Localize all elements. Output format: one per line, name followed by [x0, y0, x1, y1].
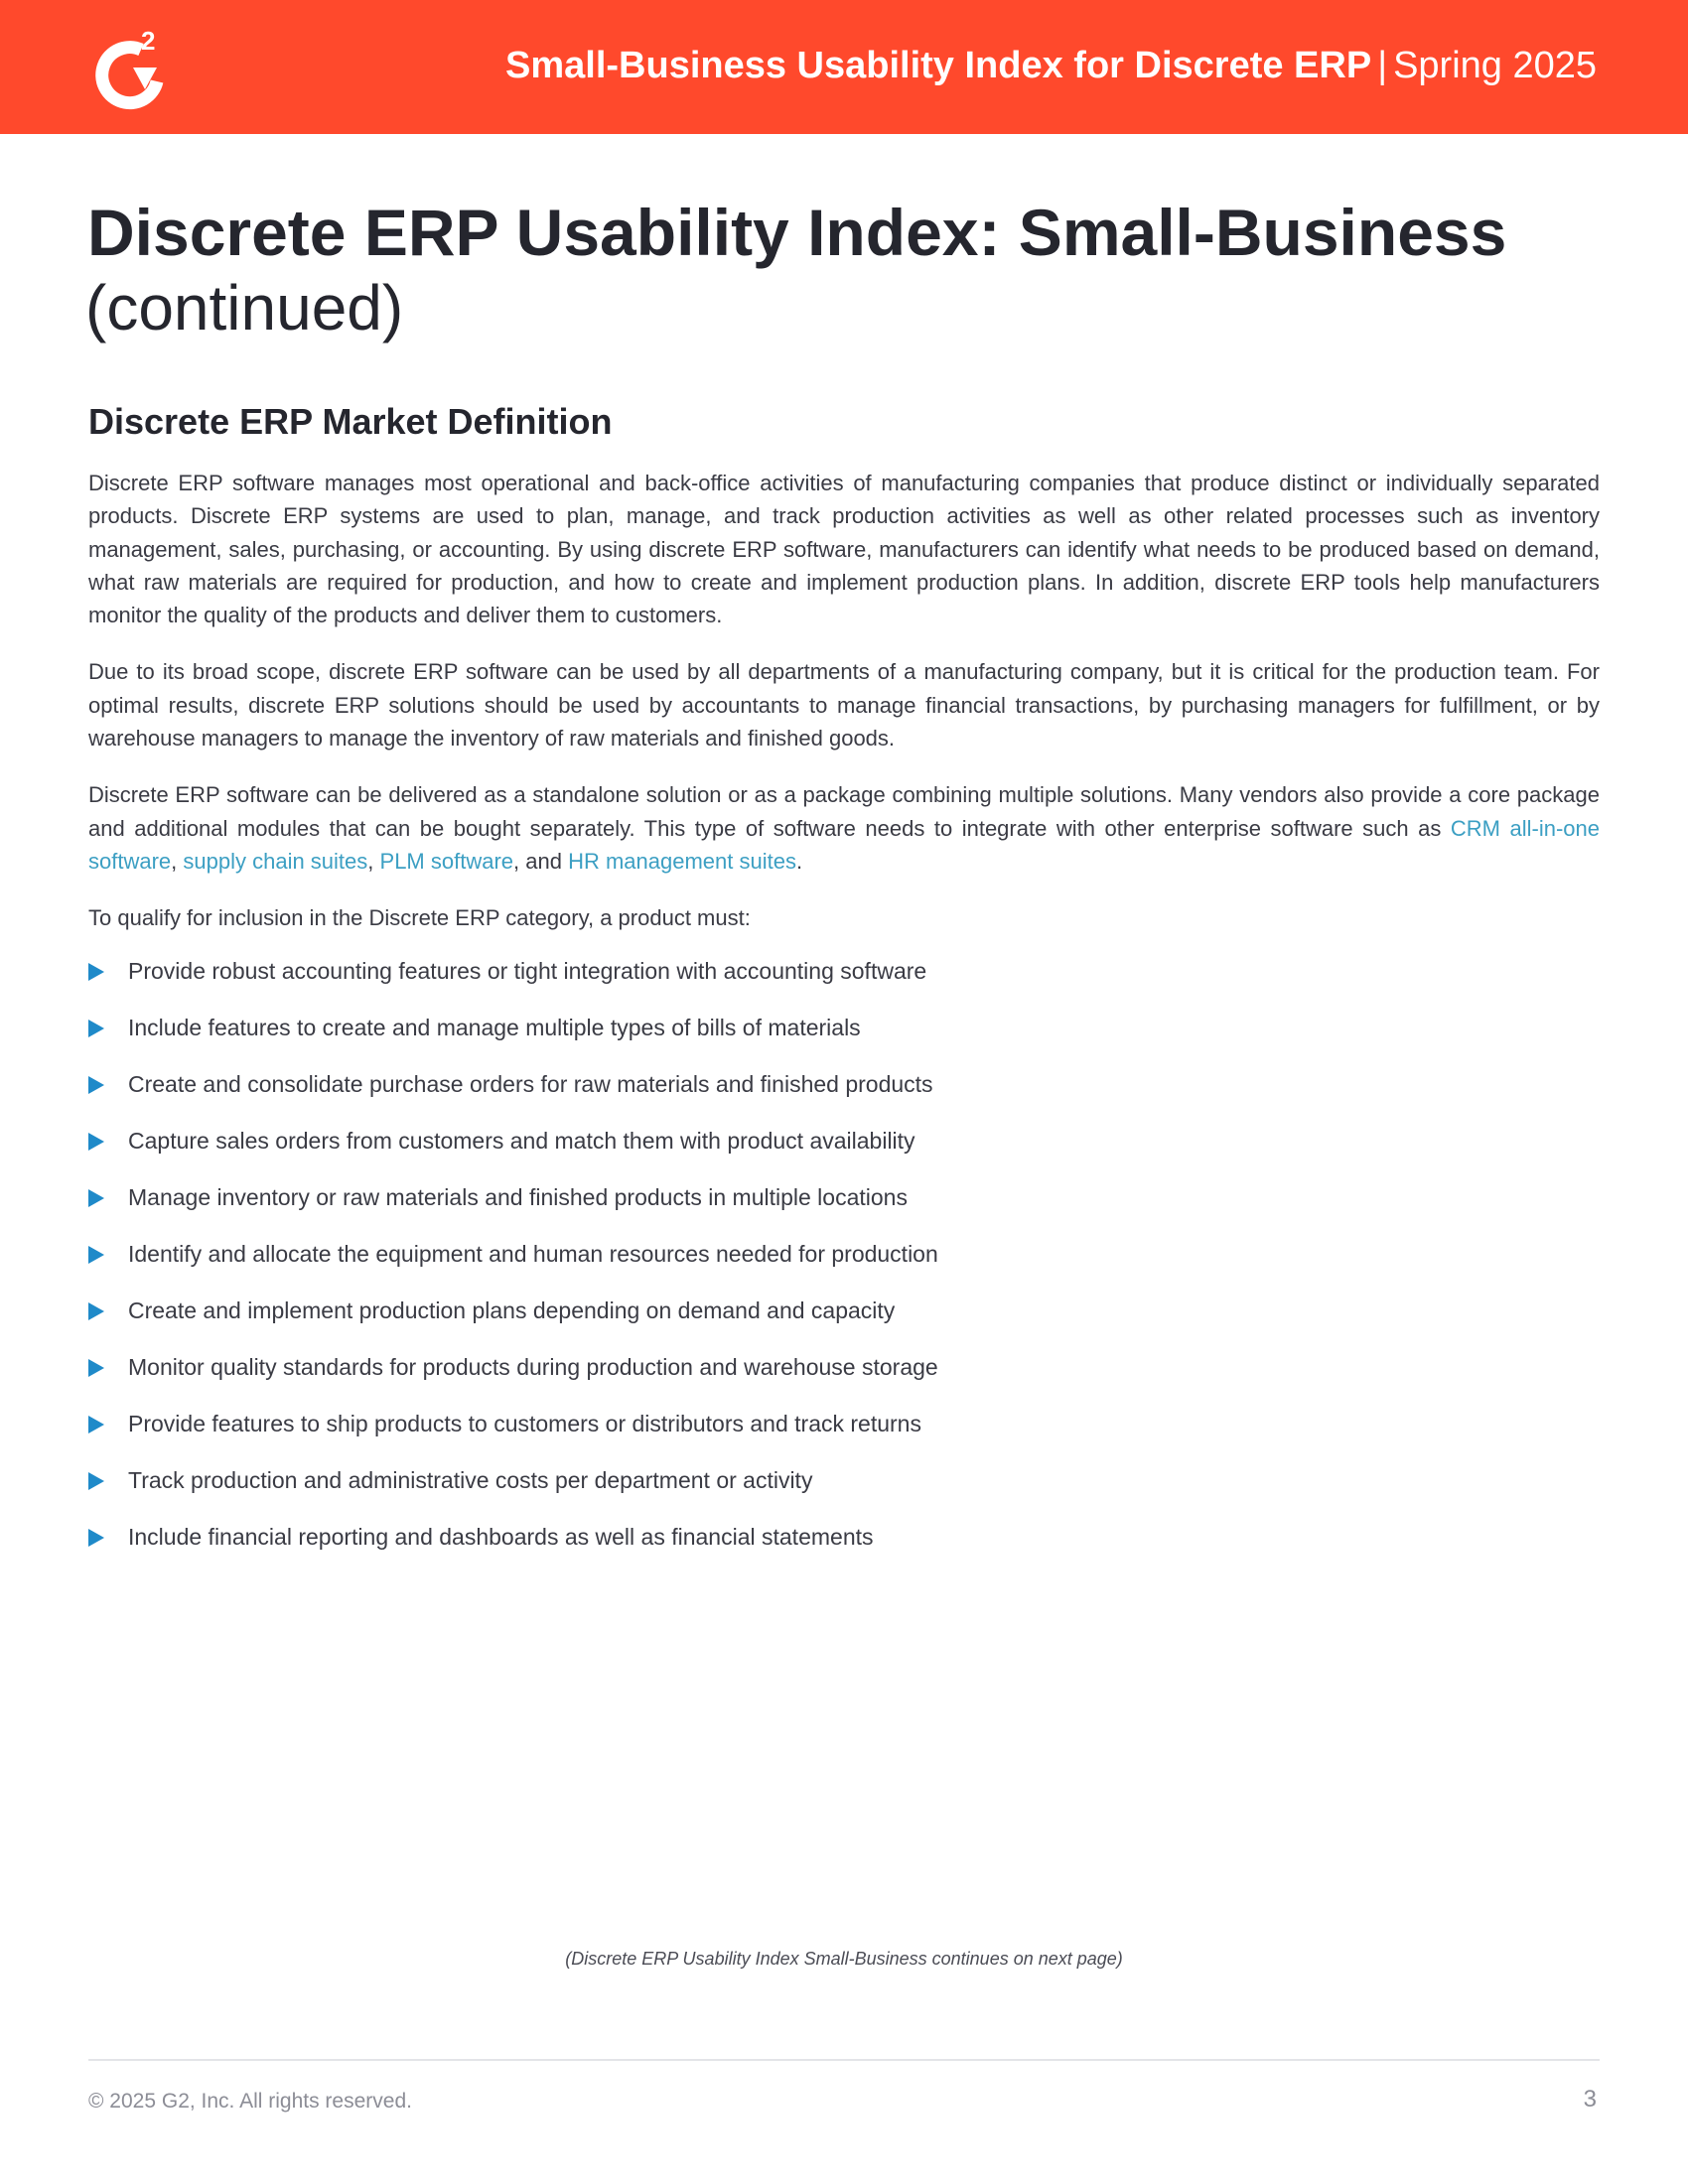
- section-heading: Discrete ERP Market Definition: [88, 401, 613, 442]
- triangle-right-icon: [88, 1416, 104, 1433]
- definition-paragraph-2: Due to its broad scope, discrete ERP software can be used by all departments of a manufacturing company, but it is critical for the production team. For optimal results, discrete ERP solutions should be used by accountants to manage financial transactions, by purchasing managers for fulfillment, or by warehouse managers to manage the inventory of raw materials and finished goods.: [88, 659, 1600, 751]
- market-definition-body: [88, 467, 1600, 959]
- definition-paragraph-3: [88, 778, 1600, 878]
- report-name: Small-Business Usability Index for Discrete ERP: [505, 45, 1372, 86]
- criterion-text: Capture sales orders from customers and match them with product availability: [128, 1128, 915, 1154]
- footer-divider: [88, 2059, 1600, 2061]
- link-hr-management-suites[interactable]: HR management suites: [568, 848, 796, 874]
- list-item: [88, 1125, 938, 1181]
- page-subtitle: (continued): [85, 272, 404, 343]
- link-separator: ,: [367, 848, 380, 874]
- list-item: [88, 1068, 938, 1125]
- criterion-text: Create and implement production plans depending on demand and capacity: [128, 1297, 896, 1323]
- list-item: [88, 1181, 938, 1238]
- triangle-right-icon: [88, 1302, 104, 1320]
- criterion-text: Provide robust accounting features or tight integration with accounting software: [128, 958, 927, 984]
- criterion-text: Include features to create and manage multiple types of bills of materials: [128, 1015, 861, 1040]
- qualify-intro: To qualify for inclusion in the Discrete ERP category, a product must:: [88, 905, 751, 931]
- criterion-text: Include financial reporting and dashboards as well as financial statements: [128, 1524, 874, 1550]
- triangle-right-icon: [88, 1020, 104, 1037]
- definition-paragraph-1: Discrete ERP software manages most operational and back-office activities of manufacturing companies that produce distinct or individually separated products. Discrete ERP systems are used to plan, manage, and track production activities as well as other related processes such as inventory management, sales, purchasing, or accounting. By using discrete ERP software, manufacturers can identify what needs to be produced based on demand, what raw materials are required for production, and how to create and implement production plans. In addition, discrete ERP tools help manufacturers monitor the quality of the products and deliver them to customers.: [88, 471, 1600, 628]
- triangle-right-icon: [88, 1076, 104, 1094]
- list-item: [88, 1408, 938, 1464]
- criterion-text: Identify and allocate the equipment and human resources needed for production: [128, 1241, 938, 1267]
- criterion-text: Track production and administrative costs per department or activity: [128, 1467, 813, 1493]
- triangle-right-icon: [88, 1359, 104, 1377]
- list-item: [88, 1238, 938, 1295]
- header-title: [505, 42, 1597, 89]
- report-season: Spring 2025: [1393, 45, 1597, 86]
- triangle-right-icon: [88, 963, 104, 981]
- link-separator: , and: [513, 848, 569, 874]
- triangle-right-icon: [88, 1133, 104, 1151]
- list-item: [88, 1295, 938, 1351]
- link-separator: ,: [171, 848, 184, 874]
- list-item: [88, 1521, 938, 1577]
- link-crm-all-in-one[interactable]: CRM all-in-one software: [88, 815, 1601, 874]
- list-item: [88, 1464, 938, 1521]
- svg-text:2: 2: [141, 26, 156, 56]
- triangle-right-icon: [88, 1246, 104, 1264]
- g2-logo-icon: [85, 24, 175, 113]
- continues-note: (Discrete ERP Usability Index Small-Business continues on next page): [565, 1949, 1123, 1969]
- link-supply-chain-suites[interactable]: supply chain suites: [183, 848, 368, 874]
- list-item: [88, 1012, 938, 1068]
- paragraph-3-end: .: [795, 848, 803, 874]
- criterion-text: Provide features to ship products to customers or distributors and track returns: [128, 1411, 921, 1436]
- triangle-right-icon: [88, 1189, 104, 1207]
- criterion-text: Manage inventory or raw materials and finished products in multiple locations: [128, 1184, 908, 1210]
- criteria-list: [88, 955, 938, 1577]
- copyright: © 2025 G2, Inc. All rights reserved.: [88, 2090, 412, 2113]
- page-number: 3: [1583, 2086, 1597, 2113]
- triangle-right-icon: [88, 1472, 104, 1490]
- list-item: [88, 1351, 938, 1408]
- criterion-text: Create and consolidate purchase orders for raw materials and finished products: [128, 1071, 933, 1097]
- link-plm-software[interactable]: PLM software: [379, 848, 514, 874]
- list-item: [88, 955, 938, 1012]
- header-separator: |: [1377, 45, 1388, 86]
- paragraph-3-text: Discrete ERP software can be delivered as a standalone solution or as a package combining multiple solutions. Many vendors also provide a core package and additional modules that can be bought separately. This type of software needs to integrate with other enterprise software such as: [88, 782, 1600, 841]
- page-title: Discrete ERP Usability Index: Small-Business: [87, 196, 1507, 269]
- criterion-text: Monitor quality standards for products during production and warehouse storage: [128, 1354, 938, 1380]
- report-header: [0, 0, 1688, 134]
- triangle-right-icon: [88, 1529, 104, 1547]
